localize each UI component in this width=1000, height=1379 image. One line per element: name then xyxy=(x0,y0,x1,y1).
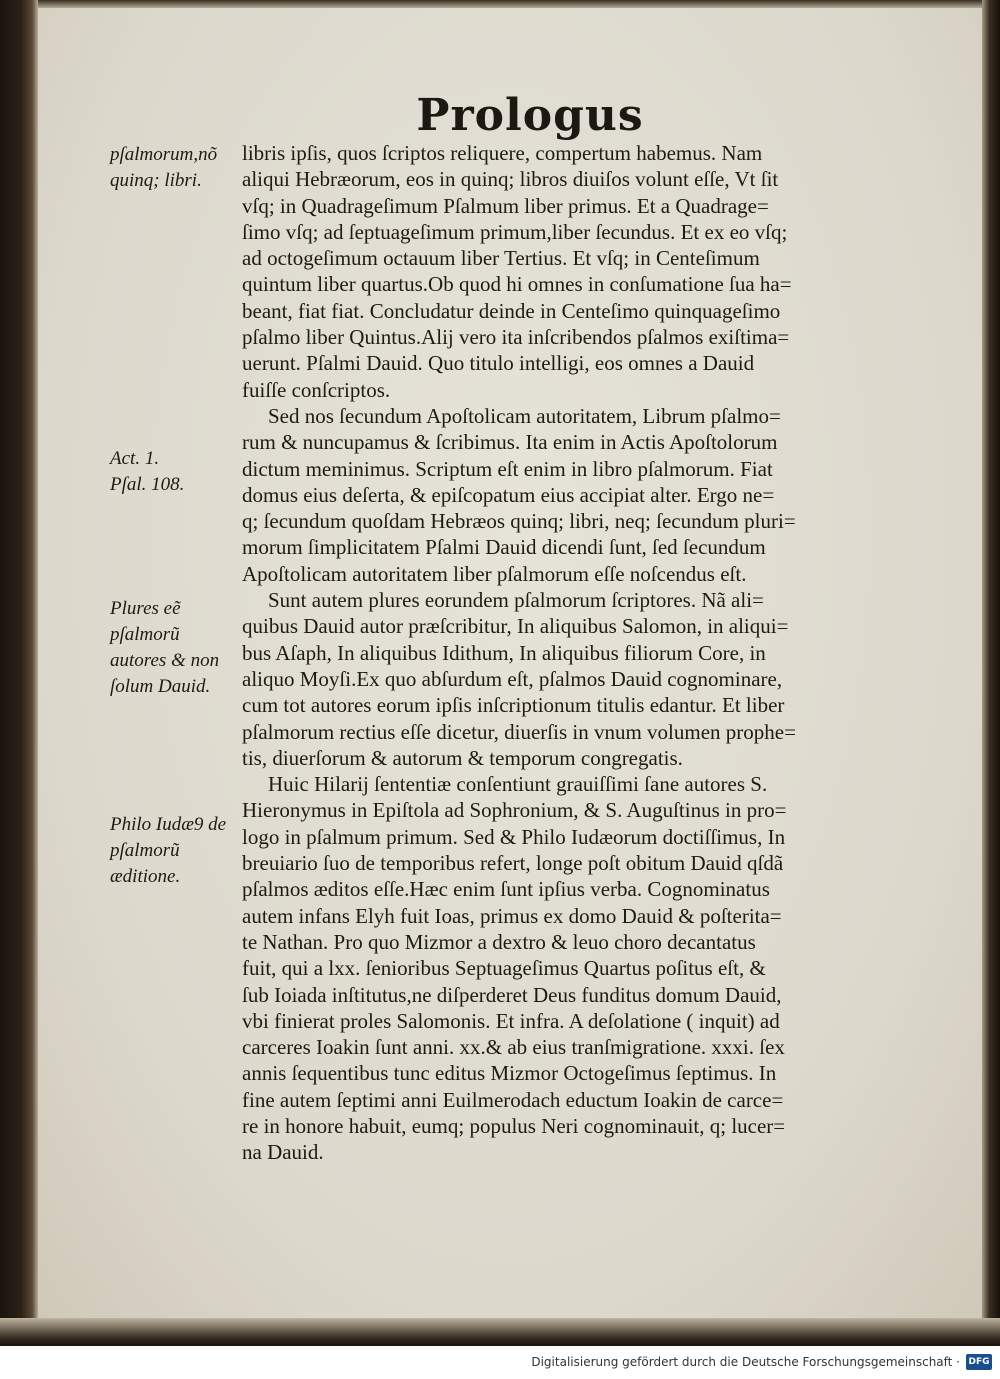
footer-credit: Digitalisierung gefördert durch die Deutsche Forschungsgemeinschaft · xyxy=(531,1355,960,1369)
paragraph-2 xyxy=(242,403,908,587)
text-line: quintum liber quartus.Ob quod hi omnes in conſumatione ſua ha= xyxy=(242,272,792,297)
body-text xyxy=(242,140,908,1166)
text-line: vſq; in Quadrageſimum Pſalmum liber primus. Et a Quadrage= xyxy=(242,193,769,218)
text-line: cum tot autores eorum ipſis inſcriptionum titulis edantur. Et liber xyxy=(242,693,785,718)
text-line: fuit, qui a lxx. ſenioribus Septuageſimus Quartus poſitus eſt, & xyxy=(242,956,766,981)
catchword-line: na Dauid. xyxy=(242,1140,324,1165)
text-line: q; ſecundum quoſdam Hebræos quinq; libri, neq; ſecundum pluri= xyxy=(242,509,796,534)
text-line: uerunt. Pſalmi Dauid. Quo titulo intelligi, eos omnes a Dauid xyxy=(242,351,755,376)
text-line: morum ſimplicitatem Pſalmi Dauid dicendi ſunt, ſed ſecundum xyxy=(242,535,766,560)
text-line: carceres Ioakin ſunt anni. xx.& ab eius tranſmigratione. xxxi. ſex xyxy=(242,1035,785,1060)
text-line: ſub Ioiada inſtitutus,ne diſperderet Deus funditus domum Dauid, xyxy=(242,982,782,1007)
page-heading: Prologus xyxy=(416,90,644,141)
margin-note-4: Plures eẽ pſalmorũ autores & non ſolum Dauid. xyxy=(110,598,220,697)
text-line: annis ſequentibus tunc editus Mizmor Octogeſimus ſeptimus. In xyxy=(242,1061,777,1086)
margin-note-5: Philo Iudæ9 de pſalmorũ æditione. xyxy=(110,814,227,887)
paragraph-3 xyxy=(242,587,908,771)
paragraph-1 xyxy=(242,140,908,403)
page-bottom-edge xyxy=(0,1318,1000,1346)
text-line: aliqui Hebræorum, eos in quinq; libros diuiſos volunt eſſe, Vt ſit xyxy=(242,167,779,192)
margin-note-1: pſalmorum,nõ quinq; libri. xyxy=(110,144,218,191)
text-line: aliquo Moyſi.Ex quo abſurdum eſt, pſalmos Dauid cognominare, xyxy=(242,666,783,691)
digitization-footer xyxy=(0,1346,1000,1379)
text-line: bus Aſaph, In aliquibus Idithum, In aliquibus filiorum Core, in xyxy=(242,640,766,665)
text-line: ad octogeſimum octauum liber Tertius. Et vſq; in Centeſimum xyxy=(242,246,760,271)
text-line: beant, fiat fiat. Concludatur deinde in Centeſimo quinquageſimo xyxy=(242,298,781,323)
text-line: libris ipſis, quos ſcriptos reliquere, compertum habemus. Nam xyxy=(242,141,763,165)
book-edge-right xyxy=(982,0,1000,1345)
text-line: breuiario ſuo de temporibus refert, longe poſt obitum Dauid qſdã xyxy=(242,851,784,876)
text-line: Hieronymus in Epiſtola ad Sophronium, & S. Auguſtinus in pro= xyxy=(242,798,787,823)
margin-note-3: Pſal. 108. xyxy=(110,474,185,495)
margin-note-2: Act. 1. xyxy=(110,448,160,469)
text-line: Apoſtolicam autoritatem liber pſalmorum eſſe noſcendus eſt. xyxy=(242,561,747,586)
text-line: dictum meminimus. Scriptum eſt enim in libro pſalmorum. Fiat xyxy=(242,456,773,481)
text-line: logo in pſalmum primum. Sed & Philo Iudæorum doctiſſimus, In xyxy=(242,824,786,849)
text-line: fine autem ſeptimi anni Euilmerodach eductum Ioakin de carce= xyxy=(242,1087,784,1112)
paragraph-4 xyxy=(242,771,908,1165)
text-line: quibus Dauid autor præſcribitur, In aliquibus Salomon, in aliqui= xyxy=(242,614,789,639)
text-line: fuiſſe conſcriptos. xyxy=(242,377,391,402)
text-line: Huic Hilarij ſententiæ conſentiunt grauiſſimi ſane autores S. xyxy=(268,772,768,797)
text-line: ſimo vſq; ad ſeptuageſimum primum,liber ſecundus. Et ex eo vſq; xyxy=(242,219,788,244)
text-line: re in honore habuit, eumq; populus Neri cognominauit, q; lucer= xyxy=(242,1113,786,1138)
dfg-logo: DFG xyxy=(966,1354,992,1370)
text-line: pſalmos æditos eſſe.Hæc enim ſunt ipſius verba. Cognominatus xyxy=(242,877,770,902)
text-line: domus eius deſerta, & epiſcopatum eius accipiat alter. Ergo ne= xyxy=(242,482,775,507)
text-line: vbi finierat proles Salomonis. Et infra. A deſolatione ( inquit) ad xyxy=(242,1008,780,1033)
text-line: tis, diuerſorum & autorum & temporum congregatis. xyxy=(242,745,683,770)
text-line: Sunt autem plures eorundem pſalmorum ſcriptores. Nã ali= xyxy=(268,588,764,613)
text-line: rum & nuncupamus & ſcribimus. Ita enim in Actis Apoſtolorum xyxy=(242,430,778,455)
book-gutter-left xyxy=(0,0,38,1345)
text-line: te Nathan. Pro quo Mizmor a dextro & leuo choro decantatus xyxy=(242,929,756,954)
text-line: pſalmorum rectius eſſe dicetur, diuerſis in vnum volumen prophe= xyxy=(242,719,796,744)
text-line: pſalmo liber Quintus.Alij vero ita inſcribendos pſalmos exiſtima= xyxy=(242,325,790,350)
text-line: Sed nos ſecundum Apoſtolicam autoritatem, Librum pſalmo= xyxy=(268,403,781,428)
text-line: autem infans Elyh fuit Ioas, primus ex domo Dauid & poſterita= xyxy=(242,903,782,928)
